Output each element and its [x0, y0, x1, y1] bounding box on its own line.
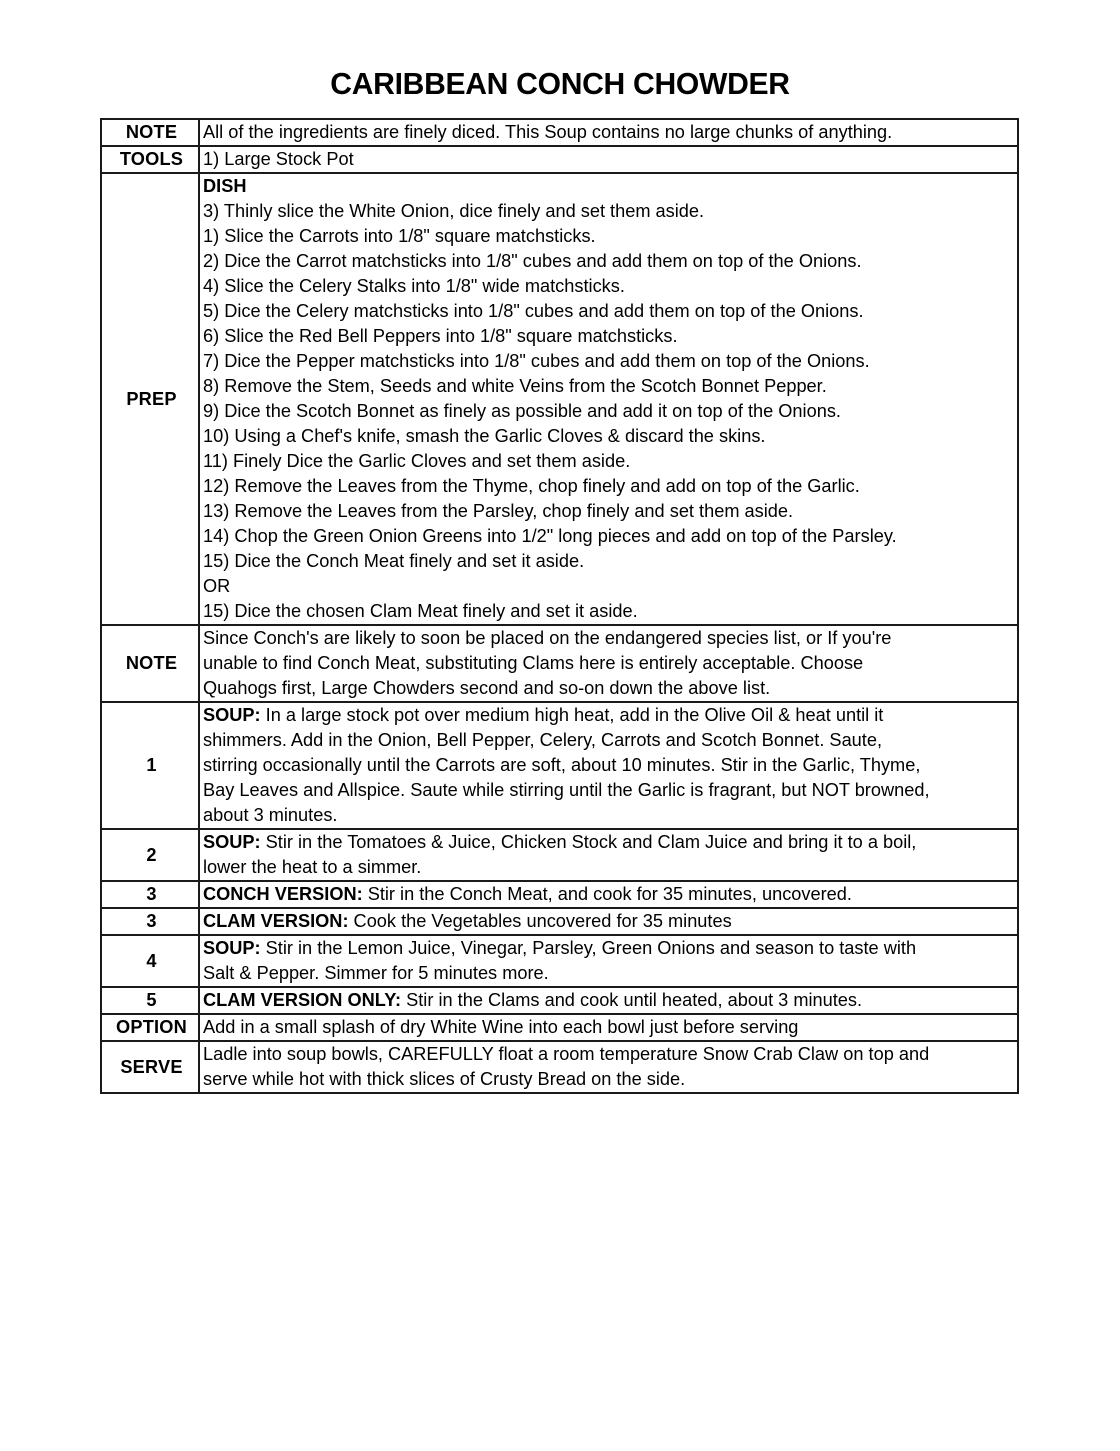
note-line: Since Conch's are likely to soon be placed on the endangered species list, or If you're [203, 628, 892, 648]
prep-step: 3) Thinly slice the White Onion, dice finely and set them aside. [203, 201, 705, 221]
row-label: SERVE [101, 1041, 199, 1093]
row-serve [101, 1041, 1018, 1093]
row-step-4 [101, 935, 1018, 987]
prep-step: 5) Dice the Celery matchsticks into 1/8" cubes and add them on top of the Onions. [203, 301, 864, 321]
row-content [199, 881, 1018, 908]
prep-step: 10) Using a Chef's knife, smash the Garlic Cloves & discard the skins. [203, 426, 766, 446]
row-step-2 [101, 829, 1018, 881]
row-content [199, 1041, 1018, 1093]
step-line: Stir in the Tomatoes & Juice, Chicken Stock and Clam Juice and bring it to a boil, [260, 832, 917, 852]
row-option [101, 1014, 1018, 1041]
prep-step: OR [203, 576, 231, 596]
row-content [199, 702, 1018, 829]
prep-heading: DISH [203, 176, 247, 196]
row-label: NOTE [101, 625, 199, 702]
step-line: shimmers. Add in the Onion, Bell Pepper, Celery, Carrots and Scotch Bonnet. Saute, [203, 730, 883, 750]
step-line: lower the heat to a simmer. [203, 857, 422, 877]
row-label: TOOLS [101, 146, 199, 173]
prep-step: 12) Remove the Leaves from the Thyme, chop finely and add on top of the Garlic. [203, 476, 860, 496]
step-line: Stir in the Lemon Juice, Vinegar, Parsley, Green Onions and season to taste with [260, 938, 917, 958]
prep-step: 15) Dice the Conch Meat finely and set it aside. [203, 551, 585, 571]
row-label: 5 [101, 987, 199, 1014]
row-label: OPTION [101, 1014, 199, 1041]
row-content [199, 173, 1018, 625]
row-content [199, 119, 1018, 146]
prep-step: 13) Remove the Leaves from the Parsley, chop finely and set them aside. [203, 501, 794, 521]
row-step-3-clam [101, 908, 1018, 935]
row-label: 2 [101, 829, 199, 881]
step-text: Stir in the Clams and cook until heated, about 3 minutes. [401, 990, 863, 1010]
row-label: 3 [101, 881, 199, 908]
row-label: 1 [101, 702, 199, 829]
prep-step: 8) Remove the Stem, Seeds and white Veins from the Scotch Bonnet Pepper. [203, 376, 827, 396]
prep-step: 11) Finely Dice the Garlic Cloves and set them aside. [203, 451, 631, 471]
row-label: 4 [101, 935, 199, 987]
row-content [199, 908, 1018, 935]
row-label: NOTE [101, 119, 199, 146]
step-prefix: CLAM VERSION ONLY: [203, 990, 402, 1010]
step-line: about 3 minutes. [203, 805, 338, 825]
serve-line: Ladle into soup bowls, CAREFULLY float a room temperature Snow Crab Claw on top and [203, 1044, 930, 1064]
prep-step: 1) Slice the Carrots into 1/8" square matchsticks. [203, 226, 596, 246]
row-label: 3 [101, 908, 199, 935]
row-label: PREP [101, 173, 199, 625]
row-content [199, 625, 1018, 702]
step-prefix: SOUP: [203, 705, 261, 725]
row-content [199, 829, 1018, 881]
step-prefix: SOUP: [203, 832, 261, 852]
note-line: Quahogs first, Large Chowders second and so-on down the above list. [203, 678, 771, 698]
step-text: Stir in the Conch Meat, and cook for 35 minutes, uncovered. [362, 884, 852, 904]
step-prefix: CLAM VERSION: [203, 911, 349, 931]
row-content [199, 987, 1018, 1014]
row-content [199, 935, 1018, 987]
note-text: All of the ingredients are finely diced. This Soup contains no large chunks of anything. [203, 122, 893, 142]
prep-step: 14) Chop the Green Onion Greens into 1/2" long pieces and add on top of the Parsley. [203, 526, 897, 546]
prep-step: 4) Slice the Celery Stalks into 1/8" wide matchsticks. [203, 276, 625, 296]
row-tools [101, 146, 1018, 173]
row-note [101, 625, 1018, 702]
step-text: Cook the Vegetables uncovered for 35 minutes [348, 911, 732, 931]
note-line: unable to find Conch Meat, substituting Clams here is entirely acceptable. Choose [203, 653, 864, 673]
step-line: Bay Leaves and Allspice. Saute while stirring until the Garlic is fragrant, but NOT browned, [203, 780, 930, 800]
prep-step: 6) Slice the Red Bell Peppers into 1/8" square matchsticks. [203, 326, 678, 346]
step-line: Salt & Pepper. Simmer for 5 minutes more. [203, 963, 549, 983]
prep-step: 15) Dice the chosen Clam Meat finely and set it aside. [203, 601, 638, 621]
row-step-1 [101, 702, 1018, 829]
step-prefix: SOUP: [203, 938, 261, 958]
serve-line: serve while hot with thick slices of Crusty Bread on the side. [203, 1069, 686, 1089]
step-prefix: CONCH VERSION: [203, 884, 363, 904]
recipe-table [100, 118, 1019, 1094]
step-line: In a large stock pot over medium high heat, add in the Olive Oil & heat until it [260, 705, 884, 725]
prep-step: 2) Dice the Carrot matchsticks into 1/8" cubes and add them on top of the Onions. [203, 251, 862, 271]
step-line: stirring occasionally until the Carrots are soft, about 10 minutes. Stir in the Garlic, Thyme, [203, 755, 921, 775]
tools-text: 1) Large Stock Pot [203, 149, 354, 169]
recipe-title: CARIBBEAN CONCH CHOWDER [330, 66, 790, 101]
prep-step: 9) Dice the Scotch Bonnet as finely as possible and add it on top of the Onions. [203, 401, 841, 421]
row-step-3-conch [101, 881, 1018, 908]
option-text: Add in a small splash of dry White Wine into each bowl just before serving [203, 1017, 799, 1037]
row-prep [101, 173, 1018, 625]
row-step-5 [101, 987, 1018, 1014]
row-note [101, 119, 1018, 146]
row-content [199, 1014, 1018, 1041]
prep-step: 7) Dice the Pepper matchsticks into 1/8" cubes and add them on top of the Onions. [203, 351, 870, 371]
row-content [199, 146, 1018, 173]
